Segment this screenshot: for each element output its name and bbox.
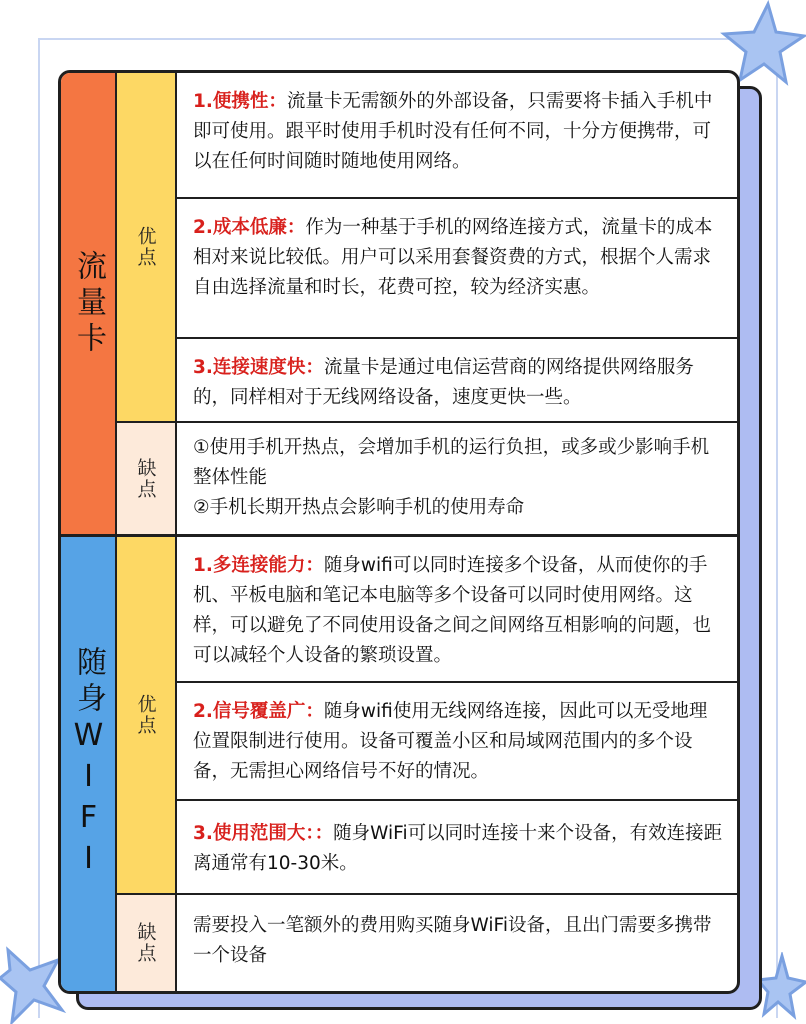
pro-item-title: 1.便携性： [193, 91, 287, 112]
pro-item-text: 随身wifi可以同时连接多个设备，从而使你的手机、平板电脑和笔记本电脑等多个设备可以同时使用网络。这样，可以避免了不同使用设备之间之间网络互相影响的问题，也可以减轻个人设备的繁琐设置。 [193, 555, 712, 666]
pros-label: 优点 [134, 694, 157, 736]
cons-label: 缺点 [134, 922, 157, 964]
cons-line: ①使用手机开热点，会增加手机的运行负担，或多或少影响手机整体性能 [193, 437, 710, 488]
pro-item-title: 3.连接速度快： [193, 357, 324, 378]
pro-item-title: 3.使用范围大：： [193, 823, 334, 844]
pros-label-cell [117, 537, 177, 895]
pros-label-cell [117, 73, 177, 423]
section-liuliangka [61, 73, 737, 534]
cons-label-cell [117, 895, 177, 991]
category-cell [61, 537, 117, 991]
pro-item-text: 作为一种基于手机的网络连接方式，流量卡的成本相对来说比较低。用户可以采用套餐资费的方式，根据个人需求自由选择流量和时长，花费可控，较为经济实惠。 [193, 217, 713, 298]
cons-item [177, 895, 737, 991]
pro-item-text: 随身wifi使用无线网络连接，因此可以无受地理位置限制进行使用。设备可覆盖小区和局域网范围内的多个设备，无需担心网络信号不好的情况。 [193, 701, 708, 782]
pro-item-title: 2.成本低廉： [193, 217, 306, 238]
cons-line: 需要投入一笔额外的费用购买随身WiFi设备，且出门需要多携带一个设备 [193, 915, 712, 966]
star-icon [758, 952, 806, 1024]
pro-item [177, 801, 737, 895]
pro-item-title: 2.信号覆盖广： [193, 701, 324, 722]
cons-label-cell [117, 423, 177, 534]
category-cell [61, 73, 117, 534]
cons-line: ②手机长期开热点会影响手机的使用寿命 [193, 497, 525, 518]
pro-item-title: 1.多连接能力： [193, 555, 324, 576]
pro-item [177, 199, 737, 339]
category-label: 随身WIFI [71, 646, 106, 882]
pro-item-text: 流量卡无需额外的外部设备，只需要将卡插入手机中即可使用。跟平时使用手机时没有任何不同，十分方便携带，可以在任何时间随时随地使用网络。 [193, 91, 713, 172]
pros-label: 优点 [134, 226, 157, 268]
pro-item [177, 339, 737, 423]
pro-item [177, 683, 737, 801]
pro-item [177, 73, 737, 199]
cons-label: 缺点 [134, 457, 157, 500]
category-label: 流量卡 [71, 249, 106, 358]
section-suishen-wifi [61, 537, 737, 991]
pro-item-text: 流量卡是通过电信运营商的网络提供网络服务的，同样相对于无线网络设备，速度更快一些。 [193, 357, 694, 408]
cons-item [177, 423, 737, 534]
pro-item [177, 537, 737, 683]
pro-item-text: 随身WiFi可以同时连接十来个设备，有效连接距离通常有10-30米。 [193, 823, 723, 874]
comparison-table [58, 70, 740, 994]
